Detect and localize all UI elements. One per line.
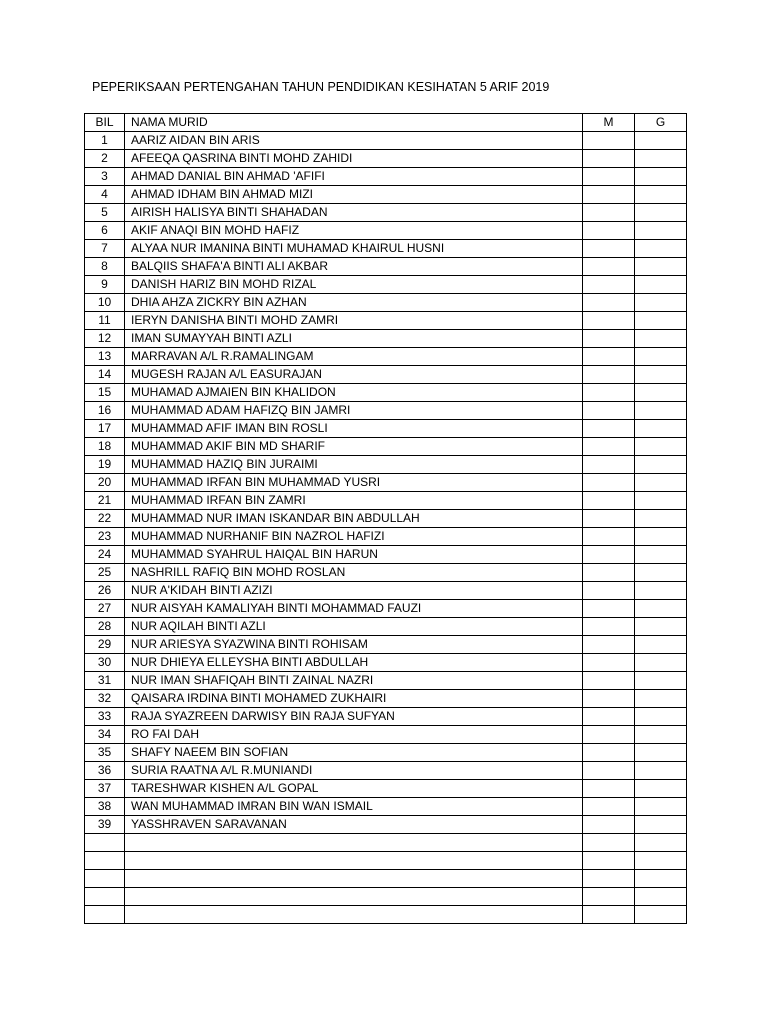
cell-g[interactable] xyxy=(635,564,687,582)
cell-nama-murid: NUR IMAN SHAFIQAH BINTI ZAINAL NAZRI xyxy=(125,672,583,690)
cell-m[interactable] xyxy=(583,672,635,690)
cell-m[interactable] xyxy=(583,276,635,294)
cell-nama-murid: MUHAMMAD ADAM HAFIZQ BIN JAMRI xyxy=(125,402,583,420)
cell-bil: 36 xyxy=(85,762,125,780)
cell-m[interactable] xyxy=(583,384,635,402)
cell-bil: 37 xyxy=(85,780,125,798)
cell-nama-murid: WAN MUHAMMAD IMRAN BIN WAN ISMAIL xyxy=(125,798,583,816)
cell-nama-murid: MUHAMMAD NURHANIF BIN NAZROL HAFIZI xyxy=(125,528,583,546)
cell-m[interactable] xyxy=(583,330,635,348)
cell-bil: 24 xyxy=(85,546,125,564)
cell-nama-murid: MUHAMMAD IRFAN BIN ZAMRI xyxy=(125,492,583,510)
table-row xyxy=(85,456,687,474)
cell-bil: 29 xyxy=(85,636,125,654)
cell-nama-murid: NASHRILL RAFIQ BIN MOHD ROSLAN xyxy=(125,564,583,582)
cell-g[interactable] xyxy=(635,240,687,258)
table-row xyxy=(85,744,687,762)
cell-nama-murid: MARRAVAN A/L R.RAMALINGAM xyxy=(125,348,583,366)
cell-g[interactable] xyxy=(635,420,687,438)
cell-m[interactable] xyxy=(583,528,635,546)
cell-bil: 25 xyxy=(85,564,125,582)
cell-g[interactable] xyxy=(635,510,687,528)
cell-g[interactable] xyxy=(635,798,687,816)
cell-g[interactable] xyxy=(635,438,687,456)
table-row xyxy=(85,582,687,600)
cell-m[interactable] xyxy=(583,906,635,924)
cell-g[interactable] xyxy=(635,474,687,492)
cell-bil: 7 xyxy=(85,240,125,258)
cell-nama-murid xyxy=(125,834,583,852)
table-row xyxy=(85,834,687,852)
header-nama-murid: NAMA MURID xyxy=(125,114,583,132)
cell-g[interactable] xyxy=(635,168,687,186)
cell-bil: 27 xyxy=(85,600,125,618)
cell-nama-murid: MUHAMMAD AFIF IMAN BIN ROSLI xyxy=(125,420,583,438)
table-row xyxy=(85,168,687,186)
table-row xyxy=(85,330,687,348)
cell-g[interactable] xyxy=(635,762,687,780)
cell-m[interactable] xyxy=(583,222,635,240)
cell-nama-murid: BALQIIS SHAFA'A BINTI ALI AKBAR xyxy=(125,258,583,276)
cell-g[interactable] xyxy=(635,258,687,276)
cell-bil xyxy=(85,870,125,888)
table-row xyxy=(85,852,687,870)
cell-m[interactable] xyxy=(583,168,635,186)
cell-bil: 28 xyxy=(85,618,125,636)
cell-m[interactable] xyxy=(583,816,635,834)
cell-g[interactable] xyxy=(635,150,687,168)
cell-g[interactable] xyxy=(635,852,687,870)
header-bil: BIL xyxy=(85,114,125,132)
cell-g[interactable] xyxy=(635,654,687,672)
cell-bil: 21 xyxy=(85,492,125,510)
cell-bil: 17 xyxy=(85,420,125,438)
cell-m[interactable] xyxy=(583,150,635,168)
cell-m[interactable] xyxy=(583,438,635,456)
cell-m[interactable] xyxy=(583,744,635,762)
table-row xyxy=(85,402,687,420)
table-row xyxy=(85,222,687,240)
cell-g[interactable] xyxy=(635,222,687,240)
cell-bil: 16 xyxy=(85,402,125,420)
cell-bil: 5 xyxy=(85,204,125,222)
cell-g[interactable] xyxy=(635,816,687,834)
cell-g[interactable] xyxy=(635,744,687,762)
cell-nama-murid: DANISH HARIZ BIN MOHD RIZAL xyxy=(125,276,583,294)
cell-g[interactable] xyxy=(635,726,687,744)
cell-bil xyxy=(85,888,125,906)
cell-nama-murid xyxy=(125,888,583,906)
cell-nama-murid: QAISARA IRDINA BINTI MOHAMED ZUKHAIRI xyxy=(125,690,583,708)
cell-g[interactable] xyxy=(635,492,687,510)
table-row xyxy=(85,150,687,168)
cell-bil: 3 xyxy=(85,168,125,186)
cell-m[interactable] xyxy=(583,564,635,582)
cell-bil: 31 xyxy=(85,672,125,690)
cell-m[interactable] xyxy=(583,294,635,312)
cell-m[interactable] xyxy=(583,852,635,870)
cell-m[interactable] xyxy=(583,582,635,600)
table-row xyxy=(85,654,687,672)
cell-g[interactable] xyxy=(635,582,687,600)
cell-nama-murid: AKIF ANAQI BIN MOHD HAFIZ xyxy=(125,222,583,240)
cell-g[interactable] xyxy=(635,312,687,330)
cell-g[interactable] xyxy=(635,870,687,888)
cell-bil: 13 xyxy=(85,348,125,366)
cell-m[interactable] xyxy=(583,204,635,222)
cell-nama-murid: RO FAI DAH xyxy=(125,726,583,744)
table-row xyxy=(85,708,687,726)
cell-nama-murid: YASSHRAVEN SARAVANAN xyxy=(125,816,583,834)
cell-bil: 4 xyxy=(85,186,125,204)
cell-m[interactable] xyxy=(583,798,635,816)
cell-m[interactable] xyxy=(583,870,635,888)
cell-nama-murid: MUHAMAD AJMAIEN BIN KHALIDON xyxy=(125,384,583,402)
cell-g[interactable] xyxy=(635,456,687,474)
table-row xyxy=(85,888,687,906)
cell-nama-murid xyxy=(125,870,583,888)
cell-m[interactable] xyxy=(583,492,635,510)
table-row xyxy=(85,546,687,564)
table-header-row xyxy=(85,114,687,132)
cell-nama-murid: AHMAD IDHAM BIN AHMAD MIZI xyxy=(125,186,583,204)
cell-g[interactable] xyxy=(635,276,687,294)
cell-bil: 22 xyxy=(85,510,125,528)
table-row xyxy=(85,690,687,708)
cell-bil: 35 xyxy=(85,744,125,762)
cell-nama-murid: SHAFY NAEEM BIN SOFIAN xyxy=(125,744,583,762)
cell-nama-murid: MUGESH RAJAN A/L EASURAJAN xyxy=(125,366,583,384)
cell-g[interactable] xyxy=(635,888,687,906)
cell-g[interactable] xyxy=(635,906,687,924)
cell-bil: 18 xyxy=(85,438,125,456)
cell-m[interactable] xyxy=(583,258,635,276)
cell-g[interactable] xyxy=(635,330,687,348)
cell-g[interactable] xyxy=(635,780,687,798)
cell-g[interactable] xyxy=(635,186,687,204)
cell-m[interactable] xyxy=(583,726,635,744)
table-body xyxy=(85,132,687,924)
cell-bil xyxy=(85,852,125,870)
cell-m[interactable] xyxy=(583,834,635,852)
cell-bil xyxy=(85,906,125,924)
cell-nama-murid: NUR AISYAH KAMALIYAH BINTI MOHAMMAD FAUZI xyxy=(125,600,583,618)
table-row xyxy=(85,132,687,150)
cell-m[interactable] xyxy=(583,690,635,708)
cell-g[interactable] xyxy=(635,546,687,564)
cell-nama-murid: RAJA SYAZREEN DARWISY BIN RAJA SUFYAN xyxy=(125,708,583,726)
cell-m[interactable] xyxy=(583,420,635,438)
table-row xyxy=(85,312,687,330)
table-row xyxy=(85,636,687,654)
cell-bil: 33 xyxy=(85,708,125,726)
cell-bil: 6 xyxy=(85,222,125,240)
cell-g[interactable] xyxy=(635,618,687,636)
cell-bil: 9 xyxy=(85,276,125,294)
cell-bil: 10 xyxy=(85,294,125,312)
cell-nama-murid: IMAN SUMAYYAH BINTI AZLI xyxy=(125,330,583,348)
table-row xyxy=(85,186,687,204)
cell-bil: 19 xyxy=(85,456,125,474)
table-row xyxy=(85,258,687,276)
cell-nama-murid: AFEEQA QASRINA BINTI MOHD ZAHIDI xyxy=(125,150,583,168)
table-row xyxy=(85,726,687,744)
table-row xyxy=(85,618,687,636)
table-row xyxy=(85,366,687,384)
cell-m[interactable] xyxy=(583,636,635,654)
cell-m[interactable] xyxy=(583,654,635,672)
cell-nama-murid: IERYN DANISHA BINTI MOHD ZAMRI xyxy=(125,312,583,330)
cell-g[interactable] xyxy=(635,348,687,366)
table-row xyxy=(85,816,687,834)
cell-m[interactable] xyxy=(583,186,635,204)
cell-nama-murid: AIRISH HALISYA BINTI SHAHADAN xyxy=(125,204,583,222)
cell-nama-murid: NUR DHIEYA ELLEYSHA BINTI ABDULLAH xyxy=(125,654,583,672)
table-row xyxy=(85,384,687,402)
table-row xyxy=(85,294,687,312)
cell-bil: 34 xyxy=(85,726,125,744)
table-row xyxy=(85,528,687,546)
table-row xyxy=(85,204,687,222)
cell-m[interactable] xyxy=(583,780,635,798)
cell-g[interactable] xyxy=(635,204,687,222)
table-row xyxy=(85,492,687,510)
table-row xyxy=(85,240,687,258)
document-title: PEPERIKSAAN PERTENGAHAN TAHUN PENDIDIKAN KESIHATAN 5 ARIF 2019 xyxy=(92,80,550,94)
cell-bil: 1 xyxy=(85,132,125,150)
cell-g[interactable] xyxy=(635,672,687,690)
cell-nama-murid: ALYAA NUR IMANINA BINTI MUHAMAD KHAIRUL HUSNI xyxy=(125,240,583,258)
table-row xyxy=(85,276,687,294)
cell-bil: 8 xyxy=(85,258,125,276)
cell-nama-murid: NUR ARIESYA SYAZWINA BINTI ROHISAM xyxy=(125,636,583,654)
cell-nama-murid: NUR A'KIDAH BINTI AZIZI xyxy=(125,582,583,600)
cell-bil: 32 xyxy=(85,690,125,708)
cell-bil: 15 xyxy=(85,384,125,402)
cell-g[interactable] xyxy=(635,294,687,312)
cell-g[interactable] xyxy=(635,834,687,852)
cell-g[interactable] xyxy=(635,600,687,618)
cell-nama-murid: AARIZ AIDAN BIN ARIS xyxy=(125,132,583,150)
cell-bil: 2 xyxy=(85,150,125,168)
table-row xyxy=(85,870,687,888)
table-row xyxy=(85,672,687,690)
cell-nama-murid: MUHAMMAD IRFAN BIN MUHAMMAD YUSRI xyxy=(125,474,583,492)
table-row xyxy=(85,906,687,924)
header-g: G xyxy=(635,114,687,132)
cell-nama-murid xyxy=(125,852,583,870)
cell-bil: 11 xyxy=(85,312,125,330)
cell-nama-murid xyxy=(125,906,583,924)
cell-m[interactable] xyxy=(583,618,635,636)
cell-g[interactable] xyxy=(635,366,687,384)
cell-bil: 14 xyxy=(85,366,125,384)
cell-m[interactable] xyxy=(583,888,635,906)
cell-m[interactable] xyxy=(583,366,635,384)
cell-g[interactable] xyxy=(635,132,687,150)
cell-g[interactable] xyxy=(635,402,687,420)
cell-nama-murid: MUHAMMAD AKIF BIN MD SHARIF xyxy=(125,438,583,456)
cell-m[interactable] xyxy=(583,312,635,330)
cell-bil: 38 xyxy=(85,798,125,816)
table-row xyxy=(85,798,687,816)
student-table xyxy=(84,113,687,924)
cell-m[interactable] xyxy=(583,474,635,492)
cell-nama-murid: DHIA AHZA ZICKRY BIN AZHAN xyxy=(125,294,583,312)
cell-nama-murid: MUHAMMAD SYAHRUL HAIQAL BIN HARUN xyxy=(125,546,583,564)
table-row xyxy=(85,510,687,528)
cell-m[interactable] xyxy=(583,510,635,528)
cell-bil: 30 xyxy=(85,654,125,672)
cell-bil: 39 xyxy=(85,816,125,834)
cell-m[interactable] xyxy=(583,456,635,474)
table-row xyxy=(85,780,687,798)
cell-nama-murid: MUHAMMAD HAZIQ BIN JURAIMI xyxy=(125,456,583,474)
cell-bil xyxy=(85,834,125,852)
cell-g[interactable] xyxy=(635,384,687,402)
cell-nama-murid: MUHAMMAD NUR IMAN ISKANDAR BIN ABDULLAH xyxy=(125,510,583,528)
cell-m[interactable] xyxy=(583,348,635,366)
table-row xyxy=(85,564,687,582)
cell-g[interactable] xyxy=(635,708,687,726)
cell-nama-murid: AHMAD DANIAL BIN AHMAD 'AFIFI xyxy=(125,168,583,186)
cell-bil: 23 xyxy=(85,528,125,546)
cell-m[interactable] xyxy=(583,132,635,150)
cell-bil: 20 xyxy=(85,474,125,492)
cell-nama-murid: SURIA RAATNA A/L R.MUNIANDI xyxy=(125,762,583,780)
cell-nama-murid: NUR AQILAH BINTI AZLI xyxy=(125,618,583,636)
cell-g[interactable] xyxy=(635,528,687,546)
cell-bil: 12 xyxy=(85,330,125,348)
cell-m[interactable] xyxy=(583,240,635,258)
cell-m[interactable] xyxy=(583,600,635,618)
table-row xyxy=(85,420,687,438)
table-row xyxy=(85,762,687,780)
cell-g[interactable] xyxy=(635,636,687,654)
cell-m[interactable] xyxy=(583,708,635,726)
cell-nama-murid: TARESHWAR KISHEN A/L GOPAL xyxy=(125,780,583,798)
table-row xyxy=(85,348,687,366)
cell-bil: 26 xyxy=(85,582,125,600)
cell-g[interactable] xyxy=(635,690,687,708)
cell-m[interactable] xyxy=(583,762,635,780)
header-m: M xyxy=(583,114,635,132)
cell-m[interactable] xyxy=(583,546,635,564)
table-row xyxy=(85,600,687,618)
table-row xyxy=(85,474,687,492)
table-row xyxy=(85,438,687,456)
cell-m[interactable] xyxy=(583,402,635,420)
